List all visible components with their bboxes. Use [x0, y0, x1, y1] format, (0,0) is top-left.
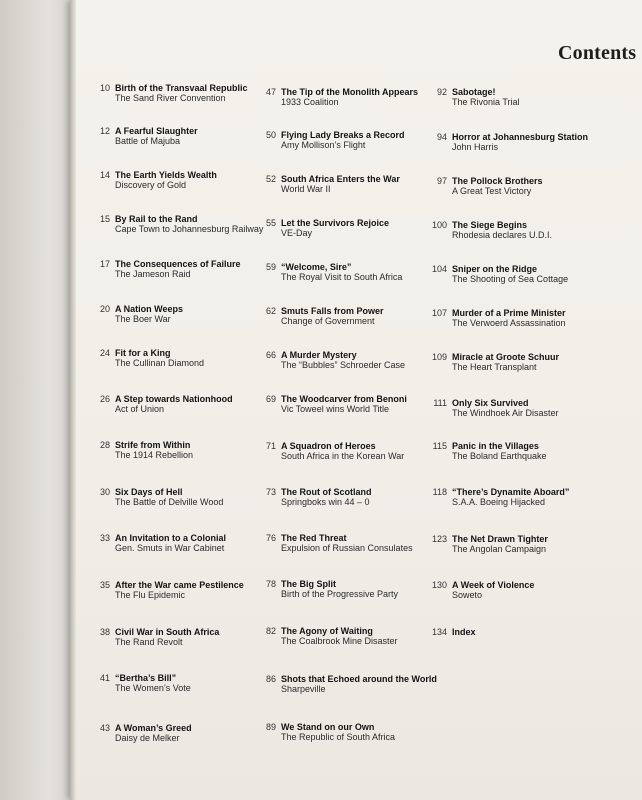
toc-entry	[433, 398, 559, 418]
toc-entry	[431, 220, 553, 240]
toc-entry-title: Civil War in South Africa	[115, 627, 220, 637]
toc-entry-title: Sniper on the Ridge	[452, 264, 538, 274]
toc-entry-title: The Siege Begins	[452, 220, 528, 230]
toc-entry-subtitle: The Boer War	[115, 314, 171, 324]
toc-entry-title: Index	[452, 627, 476, 637]
toc-entry	[432, 441, 547, 461]
toc-page-number: 134	[431, 627, 447, 637]
toc-entry-title: Fit for a King	[115, 348, 171, 358]
toc-entry-title: Shots that Echoed around the World	[281, 674, 437, 684]
toc-entry	[99, 627, 220, 647]
toc-entry-subtitle: The “Bubbles” Schroeder Case	[281, 360, 406, 370]
toc-page-number: 43	[99, 723, 110, 733]
toc-entry	[265, 130, 405, 150]
toc-entry-title: The Net Drawn Tighter	[452, 534, 548, 544]
toc-entry-subtitle: The 1914 Rebellion	[115, 450, 194, 460]
toc-entry-subtitle: Sharpeville	[281, 684, 326, 694]
toc-entry-subtitle: Expulsion of Russian Consulates	[281, 543, 413, 553]
toc-page-number: 86	[265, 674, 276, 684]
toc-page-number: 97	[436, 176, 447, 186]
toc-entry-title: The Consequences of Failure	[115, 259, 241, 269]
toc-entry	[99, 723, 192, 743]
toc-page-number: 100	[431, 220, 447, 230]
toc-page-number: 12	[99, 126, 110, 136]
toc-entry-title: Murder of a Prime Minister	[452, 308, 566, 318]
toc-entry	[99, 580, 244, 600]
toc-entry-title: South Africa Enters the War	[281, 174, 400, 184]
toc-entry	[265, 87, 418, 107]
toc-entry	[99, 487, 224, 507]
toc-entry-subtitle: The Battle of Delville Wood	[115, 497, 224, 507]
toc-entry	[265, 579, 399, 599]
toc-page-number: 130	[431, 580, 447, 590]
toc-page-number: 17	[99, 259, 110, 269]
toc-page-number: 123	[431, 534, 447, 544]
toc-entry-subtitle: The Rand Revolt	[115, 637, 183, 647]
toc-entry	[99, 304, 184, 324]
toc-entry-title: Smuts Falls from Power	[281, 306, 384, 316]
toc-page-number: 35	[99, 580, 110, 590]
toc-page-number: 59	[265, 262, 276, 272]
toc-entry	[431, 580, 535, 600]
toc-entry	[265, 174, 400, 194]
toc-entry-title: The Earth Yields Wealth	[115, 170, 217, 180]
toc-entry	[99, 126, 198, 146]
toc-page-number: 20	[99, 304, 110, 314]
toc-page-number: 111	[433, 398, 447, 408]
toc-entry-subtitle: The Coalbrook Mine Disaster	[281, 636, 398, 646]
toc-entry-subtitle: The Verwoerd Assassination	[452, 318, 566, 328]
toc-page-number: 118	[432, 487, 447, 497]
toc-entry-subtitle: Springboks win 44 – 0	[281, 497, 370, 507]
toc-entry-subtitle: The Angolan Campaign	[452, 544, 547, 554]
toc-entry-title: Horror at Johannesburg Station	[452, 132, 589, 142]
desk-background	[0, 0, 80, 800]
toc-page-number: 55	[265, 218, 276, 228]
toc-entry-subtitle: S.A.A. Boeing Hijacked	[452, 497, 546, 507]
toc-entry-subtitle: A Great Test Victory	[452, 186, 532, 196]
toc-entry-title: By Rail to the Rand	[115, 214, 198, 224]
toc-entry-subtitle: John Harris	[452, 142, 499, 152]
toc-entry-subtitle: Change of Government	[281, 316, 375, 326]
toc-entry-title: A Nation Weeps	[115, 304, 184, 314]
toc-page-number: 69	[265, 394, 276, 404]
toc-entry	[99, 440, 194, 460]
toc-entry-subtitle: Soweto	[452, 590, 483, 600]
toc-entry-title: “Welcome, Sire”	[281, 262, 352, 272]
toc-entry	[436, 87, 520, 107]
toc-entry-subtitle: Birth of the Progressive Party	[281, 589, 399, 599]
page-title: Contents	[558, 42, 637, 64]
toc-entry-title: After the War came Pestilence	[115, 580, 244, 590]
toc-entry-subtitle: Cape Town to Johannesburg Railway	[115, 224, 264, 234]
toc-entry-title: “Bertha’s Bill”	[115, 673, 177, 683]
toc-entry-subtitle: Vic Toweel wins World Title	[281, 404, 390, 414]
toc-entry	[99, 533, 226, 553]
toc-page-number: 62	[265, 306, 276, 316]
toc-page-number: 89	[265, 722, 276, 732]
toc-entry-subtitle: Amy Mollison’s Flight	[281, 140, 366, 150]
toc-entry-title: Six Days of Hell	[115, 487, 183, 497]
toc-entry-title: The Agony of Waiting	[281, 626, 373, 636]
toc-entry	[265, 262, 403, 282]
toc-entry-subtitle: The Cullinan Diamond	[115, 358, 205, 368]
toc-entry	[431, 627, 476, 637]
toc-entry-title: A Woman’s Greed	[115, 723, 192, 733]
toc-entry	[99, 673, 191, 693]
toc-entry-title: A Squadron of Heroes	[281, 441, 376, 451]
toc-page-number: 52	[265, 174, 276, 184]
toc-page-number: 76	[265, 533, 276, 543]
toc-entry	[432, 487, 570, 507]
toc-entry	[265, 350, 406, 370]
toc-entry	[265, 722, 396, 742]
toc-entry-subtitle: The Republic of South Africa	[281, 732, 396, 742]
toc-entry-title: The Big Split	[281, 579, 336, 589]
toc-entry-title: A Week of Violence	[452, 580, 535, 590]
toc-entry-title: We Stand on our Own	[281, 722, 375, 732]
toc-page-number: 82	[265, 626, 276, 636]
toc-page-number: 28	[99, 440, 110, 450]
toc-entry-title: Strife from Within	[115, 440, 191, 450]
toc-entry	[431, 264, 569, 284]
toc-entry-title: The Rout of Scotland	[281, 487, 372, 497]
toc-entry-subtitle: The Boland Earthquake	[452, 451, 547, 461]
toc-entry-title: The Red Threat	[281, 533, 347, 543]
toc-entry	[431, 308, 566, 328]
toc-entry-title: “There’s Dynamite Aboard”	[452, 487, 570, 497]
toc-entry-subtitle: The Shooting of Sea Cottage	[452, 274, 569, 284]
toc-entry-subtitle: The Sand River Convention	[115, 93, 226, 103]
toc-page-number: 71	[265, 441, 276, 451]
toc-entry-title: A Fearful Slaughter	[115, 126, 198, 136]
toc-entry	[431, 534, 548, 554]
toc-entry	[265, 441, 405, 461]
toc-page-number: 73	[265, 487, 276, 497]
toc-page-number: 41	[99, 673, 110, 683]
toc-entry-subtitle: The Royal Visit to South Africa	[281, 272, 403, 282]
toc-page-number: 38	[99, 627, 110, 637]
toc-entry-subtitle: Gen. Smuts in War Cabinet	[115, 543, 225, 553]
toc-entry	[265, 487, 372, 507]
toc-entry-subtitle: South Africa in the Korean War	[281, 451, 405, 461]
toc-entry-title: Let the Survivors Rejoice	[281, 218, 390, 228]
toc-entry-title: Sabotage!	[452, 87, 496, 97]
page-edge	[70, 0, 76, 800]
toc-entry-subtitle: Rhodesia declares U.D.I.	[452, 230, 553, 240]
toc-entry	[436, 132, 589, 152]
toc-entry-title: Only Six Survived	[452, 398, 529, 408]
toc-entry-title: A Murder Mystery	[281, 350, 357, 360]
toc-entry-title: Miracle at Groote Schuur	[452, 352, 560, 362]
toc-page-number: 24	[99, 348, 110, 358]
toc-entry-title: An Invitation to a Colonial	[115, 533, 226, 543]
toc-page-number: 94	[436, 132, 447, 142]
toc-entry-subtitle: The Women’s Vote	[115, 683, 191, 693]
toc-entry-title: The Tip of the Monolith Appears	[281, 87, 418, 97]
toc-entry-title: A Step towards Nationhood	[115, 394, 233, 404]
toc-page-number: 47	[265, 87, 276, 97]
toc-entry-title: The Pollock Brothers	[452, 176, 543, 186]
toc-page-number: 107	[431, 308, 447, 318]
toc-page-number: 66	[265, 350, 276, 360]
toc-page-number: 14	[99, 170, 110, 180]
toc-entry-subtitle: Act of Union	[115, 404, 165, 414]
toc-entry	[99, 214, 264, 234]
toc-entry	[99, 83, 248, 103]
toc-entry-subtitle: Battle of Majuba	[115, 136, 181, 146]
toc-entry-subtitle: VE-Day	[281, 228, 313, 238]
toc-entry-title: Birth of the Transvaal Republic	[115, 83, 248, 93]
toc-page-number: 26	[99, 394, 110, 404]
toc-entry-subtitle: The Heart Transplant	[452, 362, 537, 372]
toc-page-number: 78	[265, 579, 276, 589]
toc-entry	[265, 674, 437, 694]
toc-entry	[431, 352, 560, 372]
toc-entry-title: Panic in the Villages	[452, 441, 539, 451]
toc-page-number: 115	[432, 441, 447, 451]
toc-entry-subtitle: 1933 Coalition	[281, 97, 339, 107]
toc-page-number: 15	[99, 214, 110, 224]
toc-page-number: 33	[99, 533, 110, 543]
toc-entry-subtitle: The Flu Epidemic	[115, 590, 186, 600]
toc-entry	[436, 176, 543, 196]
toc-page-number: 109	[431, 352, 447, 362]
toc-entry	[99, 170, 217, 190]
toc-entry-title: Flying Lady Breaks a Record	[281, 130, 405, 140]
toc-entry	[265, 394, 407, 414]
toc-page-number: 30	[99, 487, 110, 497]
toc-entry-title: The Woodcarver from Benoni	[281, 394, 407, 404]
toc-page-number: 10	[99, 83, 110, 93]
toc-entry-subtitle: The Rivonia Trial	[452, 97, 520, 107]
toc-page-number: 50	[265, 130, 276, 140]
toc-entry	[99, 259, 241, 279]
toc-page-number: 92	[436, 87, 447, 97]
toc-entry	[265, 218, 390, 238]
toc-entry	[265, 533, 413, 553]
toc-entry-subtitle: The Windhoek Air Disaster	[452, 408, 559, 418]
toc-entry-subtitle: World War II	[281, 184, 331, 194]
toc-entry-subtitle: Discovery of Gold	[115, 180, 187, 190]
toc-entry-subtitle: The Jameson Raid	[115, 269, 191, 279]
toc-entry-subtitle: Daisy de Melker	[115, 733, 180, 743]
toc-entry	[99, 394, 233, 414]
toc-entry	[265, 306, 384, 326]
toc-entry	[265, 626, 398, 646]
toc-entry	[99, 348, 205, 368]
toc-page-number: 104	[431, 264, 447, 274]
